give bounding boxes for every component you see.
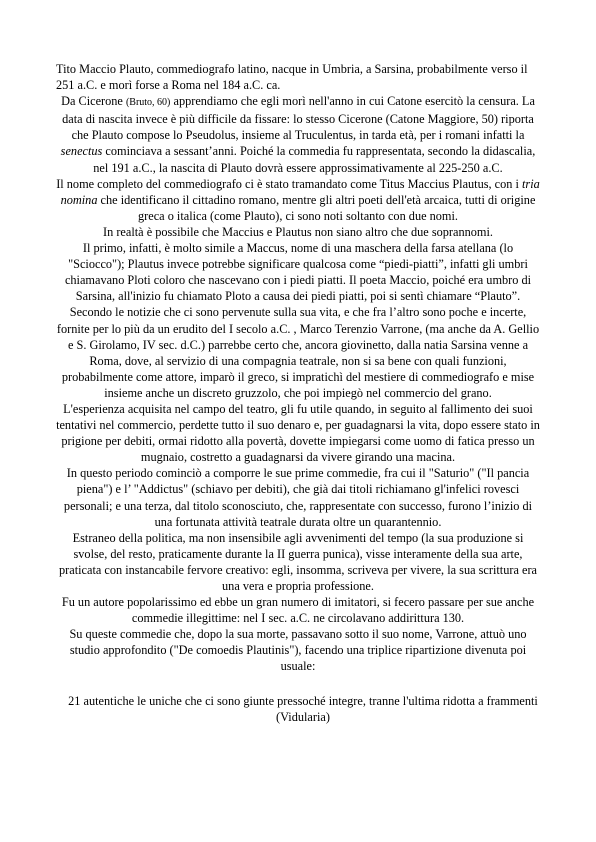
italic-term: tria nomina xyxy=(60,176,540,207)
paragraph-text: che identificano il cittadino romano, mentre gli altri poeti dell'età arcaica, tutti di origine greca o italica (come Plauto), ci sono noti soltanto con due nomi. xyxy=(97,192,536,223)
citation: (Bruto, 60) xyxy=(125,97,171,109)
paragraph-text: Da Cicerone xyxy=(61,94,126,109)
paragraph-notizie: Secondo le notizie che ci sono pervenute sulla sua vita, e che fra l’altro sono poche e incerte, fornite per lo più da un erudito del I secolo a.C. , Marco Terenzio Varrone, (ma anche da A. Gellio e S. Girolamo, IV sec. d.C.) parrebbe certo che, ancora giovinetto, dalla natia Sarsina venne a Roma, dove, al servizio di una compagnia teatrale, non si sa bene con quali funzioni, probabilmente come attore, imparò il greco, si impratichì del mestiere di commediografo e mise insieme anche un discreto gruzzolo, che poi impiegò nel commercio del grano. xyxy=(56,305,540,400)
paragraph-text: cominciava a sessant’anni. Poiché la commedia fu rappresentata, secondo la didascalia, nel 191 a.C., la nascita di Plauto dovrà essere approssimativamente al 225-250 a.C. xyxy=(93,144,536,175)
paragraph-text: apprendiamo che egli morì nell'anno in cui Catone esercitò la censura. La data di nascita invece è più difficile da fissare: lo stesso Cicerone (Catone Maggiore, 50) riporta che Plauto compose lo Pseudolus, insieme al Truculentus, in tarda età, per i romani infatti la xyxy=(62,94,535,143)
italic-term: senectus xyxy=(60,144,103,159)
list-item-autentiche: 21 autentiche le uniche che ci sono giunte pressoché integre, tranne l'ultima ridotta a frammenti (Vidularia) xyxy=(68,693,538,724)
paragraph-maccus: Il primo, infatti, è molto simile a Maccus, nome di una maschera della farsa atellana (lo "Sciocco"); Plautus invece potrebbe significare qualcosa come “piedi-piatti”, infatti gli umbri chiamavano Ploti coloro che nascevano con i piedi piatti. Il poeta Maccio, poiché era umbro di Sarsina, all'inizio fu chiamato Ploto a causa dei piedi piatti, poi si sentì chiamare “Plauto”. xyxy=(64,241,532,304)
paragraph-soprannomi: In realtà è possibile che Maccius e Plautus non siano altro che due soprannomi. xyxy=(103,224,493,239)
paragraph-imitatori: Fu un autore popolarissimo ed ebbe un gran numero di imitatori, si fecero passare per sue anche commedie illegittime: nel I sec. a.C. ne circolavano addirittura 130. xyxy=(61,595,535,626)
paragraph-prime-commedie: In questo periodo cominciò a comporre le sue prime commedie, fra cui il "Saturio" ("Il pancia piena") e l’ "Addictus" (schiavo per debiti), che già dai titoli richiamano gl'infelici rovesci personali; e una terza, dal titolo sconosciuto, che, rappresentate con successo, furono l’inizio di una fortunata attività teatrale durata oltre un quarantennio. xyxy=(63,466,533,529)
paragraph-nome xyxy=(56,176,540,224)
paragraph-intro: Tito Maccio Plauto, commediografo latino, nacque in Umbria, a Sarsina, probabilmente verso il 251 a.C. e morì forse a Roma nel 184 a.C. ca. xyxy=(56,62,528,93)
paragraph-politica: Estraneo della politica, ma non insensibile agli avvenimenti del tempo (la sua produzione si svolse, del resto, praticamente durante la II guerra punica), visse interamente della sua arte, praticata con instancabile fervore creativo: egli, insomma, scriveva per vivere, la sua scrittura era una vera e propria professione. xyxy=(59,530,537,593)
paragraph-text: Il nome completo del commediografo ci è stato tramandato come Titus Maccius Plautus, con i xyxy=(56,176,523,191)
paragraph-esperienza: L'esperienza acquisita nel campo del teatro, gli fu utile quando, in seguito al fallimento dei suoi tentativi nel commercio, perdette tutto il suo denaro e, per guadagnarsi la vita, dopo essere stato in prigione per debiti, ormai ridotto alla povertà, dovette impiegarsi come uomo di fatica presso un mugnaio, costretto a guadagnarsi da vivere girando una macina. xyxy=(56,401,540,465)
paragraph-varrone: Su queste commedie che, dopo la sua morte, passavano sotto il suo nome, Varrone, attuò uno studio approfondito ("De comoedis Plautinis"), facendo una triplice ripartizione divenuta poi usuale: xyxy=(69,627,527,674)
paragraph-cicerone xyxy=(56,93,540,175)
